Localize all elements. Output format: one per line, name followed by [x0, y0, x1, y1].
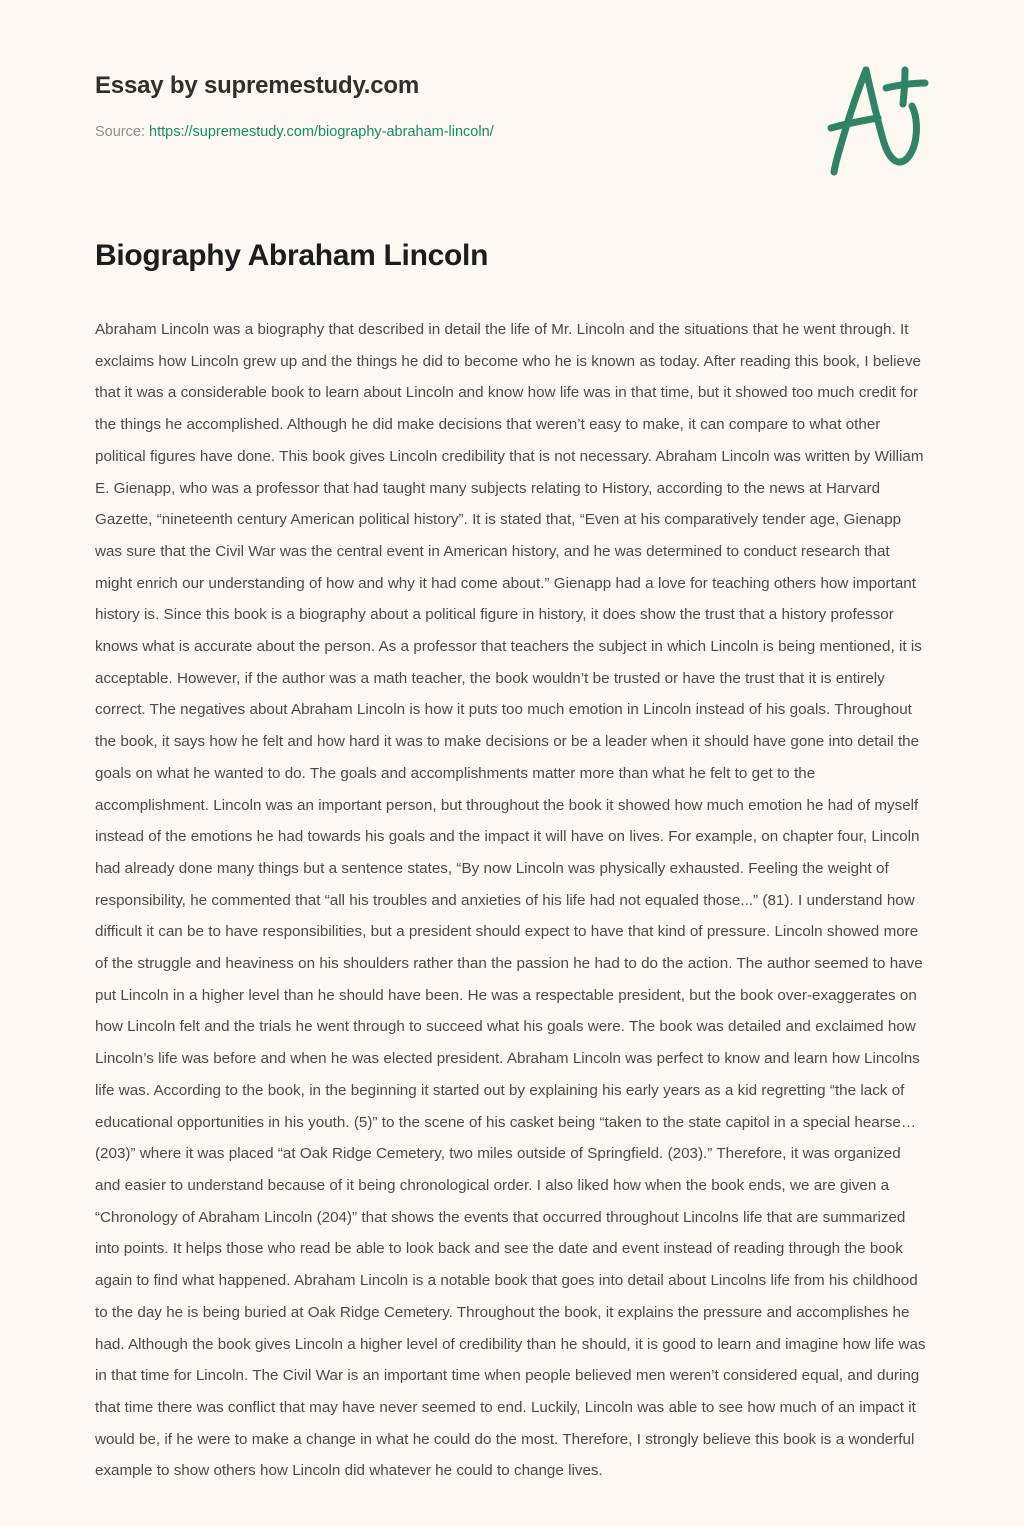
a-plus-logo-icon	[822, 62, 932, 182]
article	[0, 238, 1024, 1527]
page-title: Biography Abraham Lincoln	[95, 239, 489, 272]
source-url-link[interactable]: https://supremestudy.com/biography-abraham-lincoln/	[149, 124, 494, 140]
page-header	[0, 0, 1024, 140]
article-body-text: Abraham Lincoln was a biography that described in detail the life of Mr. Lincoln and the situations that he went through. It exclaims how Lincoln grew up and the things he did to become who he is known as today. After reading this book, I believe that it was a considerable book to learn about Lincoln and know how life was in that time, but it showed too much credit for the things he accomplished. Although he did make decisions that weren’t easy to make, it can compare to what other political figures have done. This book gives Lincoln credibility that is not necessary. Abraham Lincoln was written by William E. Gienapp, who was a professor that had taught many subjects relating to History, according to the news at Harvard Gazette, “nineteenth century American political history”. It is stated that, “Even at his comparatively tender age, Gienapp was sure that the Civil War was the central event in American history, and he was determined to conduct research that might enrich our understanding of how and why it had come about.” Gienapp had a love for teaching others how important history is. Since this book is a biography about a political figure in history, it does show the trust that a history professor knows what is accurate about the person. As a professor that teachers the subject in which Lincoln is being mentioned, it is acceptable. However, if the author was a math teacher, the book wouldn’t be trusted or have the trust that it is entirely correct. The negatives about Abraham Lincoln is how it puts too much emotion in Lincoln instead of his goals. Throughout the book, it says how he felt and how hard it was to make decisions or be a leader when it should have gone into detail the goals on what he wanted to do. The goals and accomplishments matter more than what he felt to get to the accomplishment. Lincoln was an important person, but throughout the book it showed how much emotion he had of myself instead of the emotions he had towards his goals and the impact it will have on lives. For example, on chapter four, Lincoln had already done many things but a sentence states, “By now Lincoln was physically exhausted. Feeling the weight of responsibility, he commented that “all his troubles and anxieties of his life had not equaled those...” (81). I understand how difficult it can be to have responsibilities, but a president should expect to have that kind of pressure. Lincoln showed more of the struggle and heaviness on his shoulders rather than the passion he had to do the action. The author seemed to have put Lincoln in a higher level than he should have been. He was a respectable president, but the book over-exaggerates on how Lincoln felt and the trials he went through to succeed what his goals were. The book was detailed and exclaimed how Lincoln’s life was before and when he was elected president. Abraham Lincoln was perfect to know and learn how Lincolns life was. According to the book, in the beginning it started out by explaining his early years as a kid regretting “the lack of educational opportunities in his youth. (5)” to the scene of his casket being “taken to the state capitol in a special hearse… (203)” where it was placed “at Oak Ridge Cemetery, two miles outside of Springfield. (203).” Therefore, it was organized and easier to understand because of it being chronological order. I also liked how when the book ends, we are given a “Chronology of Abraham Lincoln (204)” that shows the events that occurred throughout Lincolns life that are summarized into points. It helps those who read be able to look back and see the date and event instead of reading through the book again to find what happened. Abraham Lincoln is a notable book that goes into detail about Lincolns life from his childhood to the day he is being buried at Oak Ridge Cemetery. Throughout the book, it explains the pressure and accomplishes he had. Although the book gives Lincoln a higher level of credibility than he should, it is good to learn and imagine how life was in that time for Lincoln. The Civil War is an important time when people believed men weren’t considered equal, and during that time there was conflict that may have never seemed to end. Luckily, Lincoln was able to see how much of an impact it would be, if he were to make a change in what he could do the most. Therefore, I strongly believe this book is a wonderful example to show others how Lincoln did whatever he could to change lives.	[95, 321, 926, 1480]
source-label: Source:	[95, 124, 145, 140]
site-title: Essay by supremestudy.com	[95, 72, 420, 99]
